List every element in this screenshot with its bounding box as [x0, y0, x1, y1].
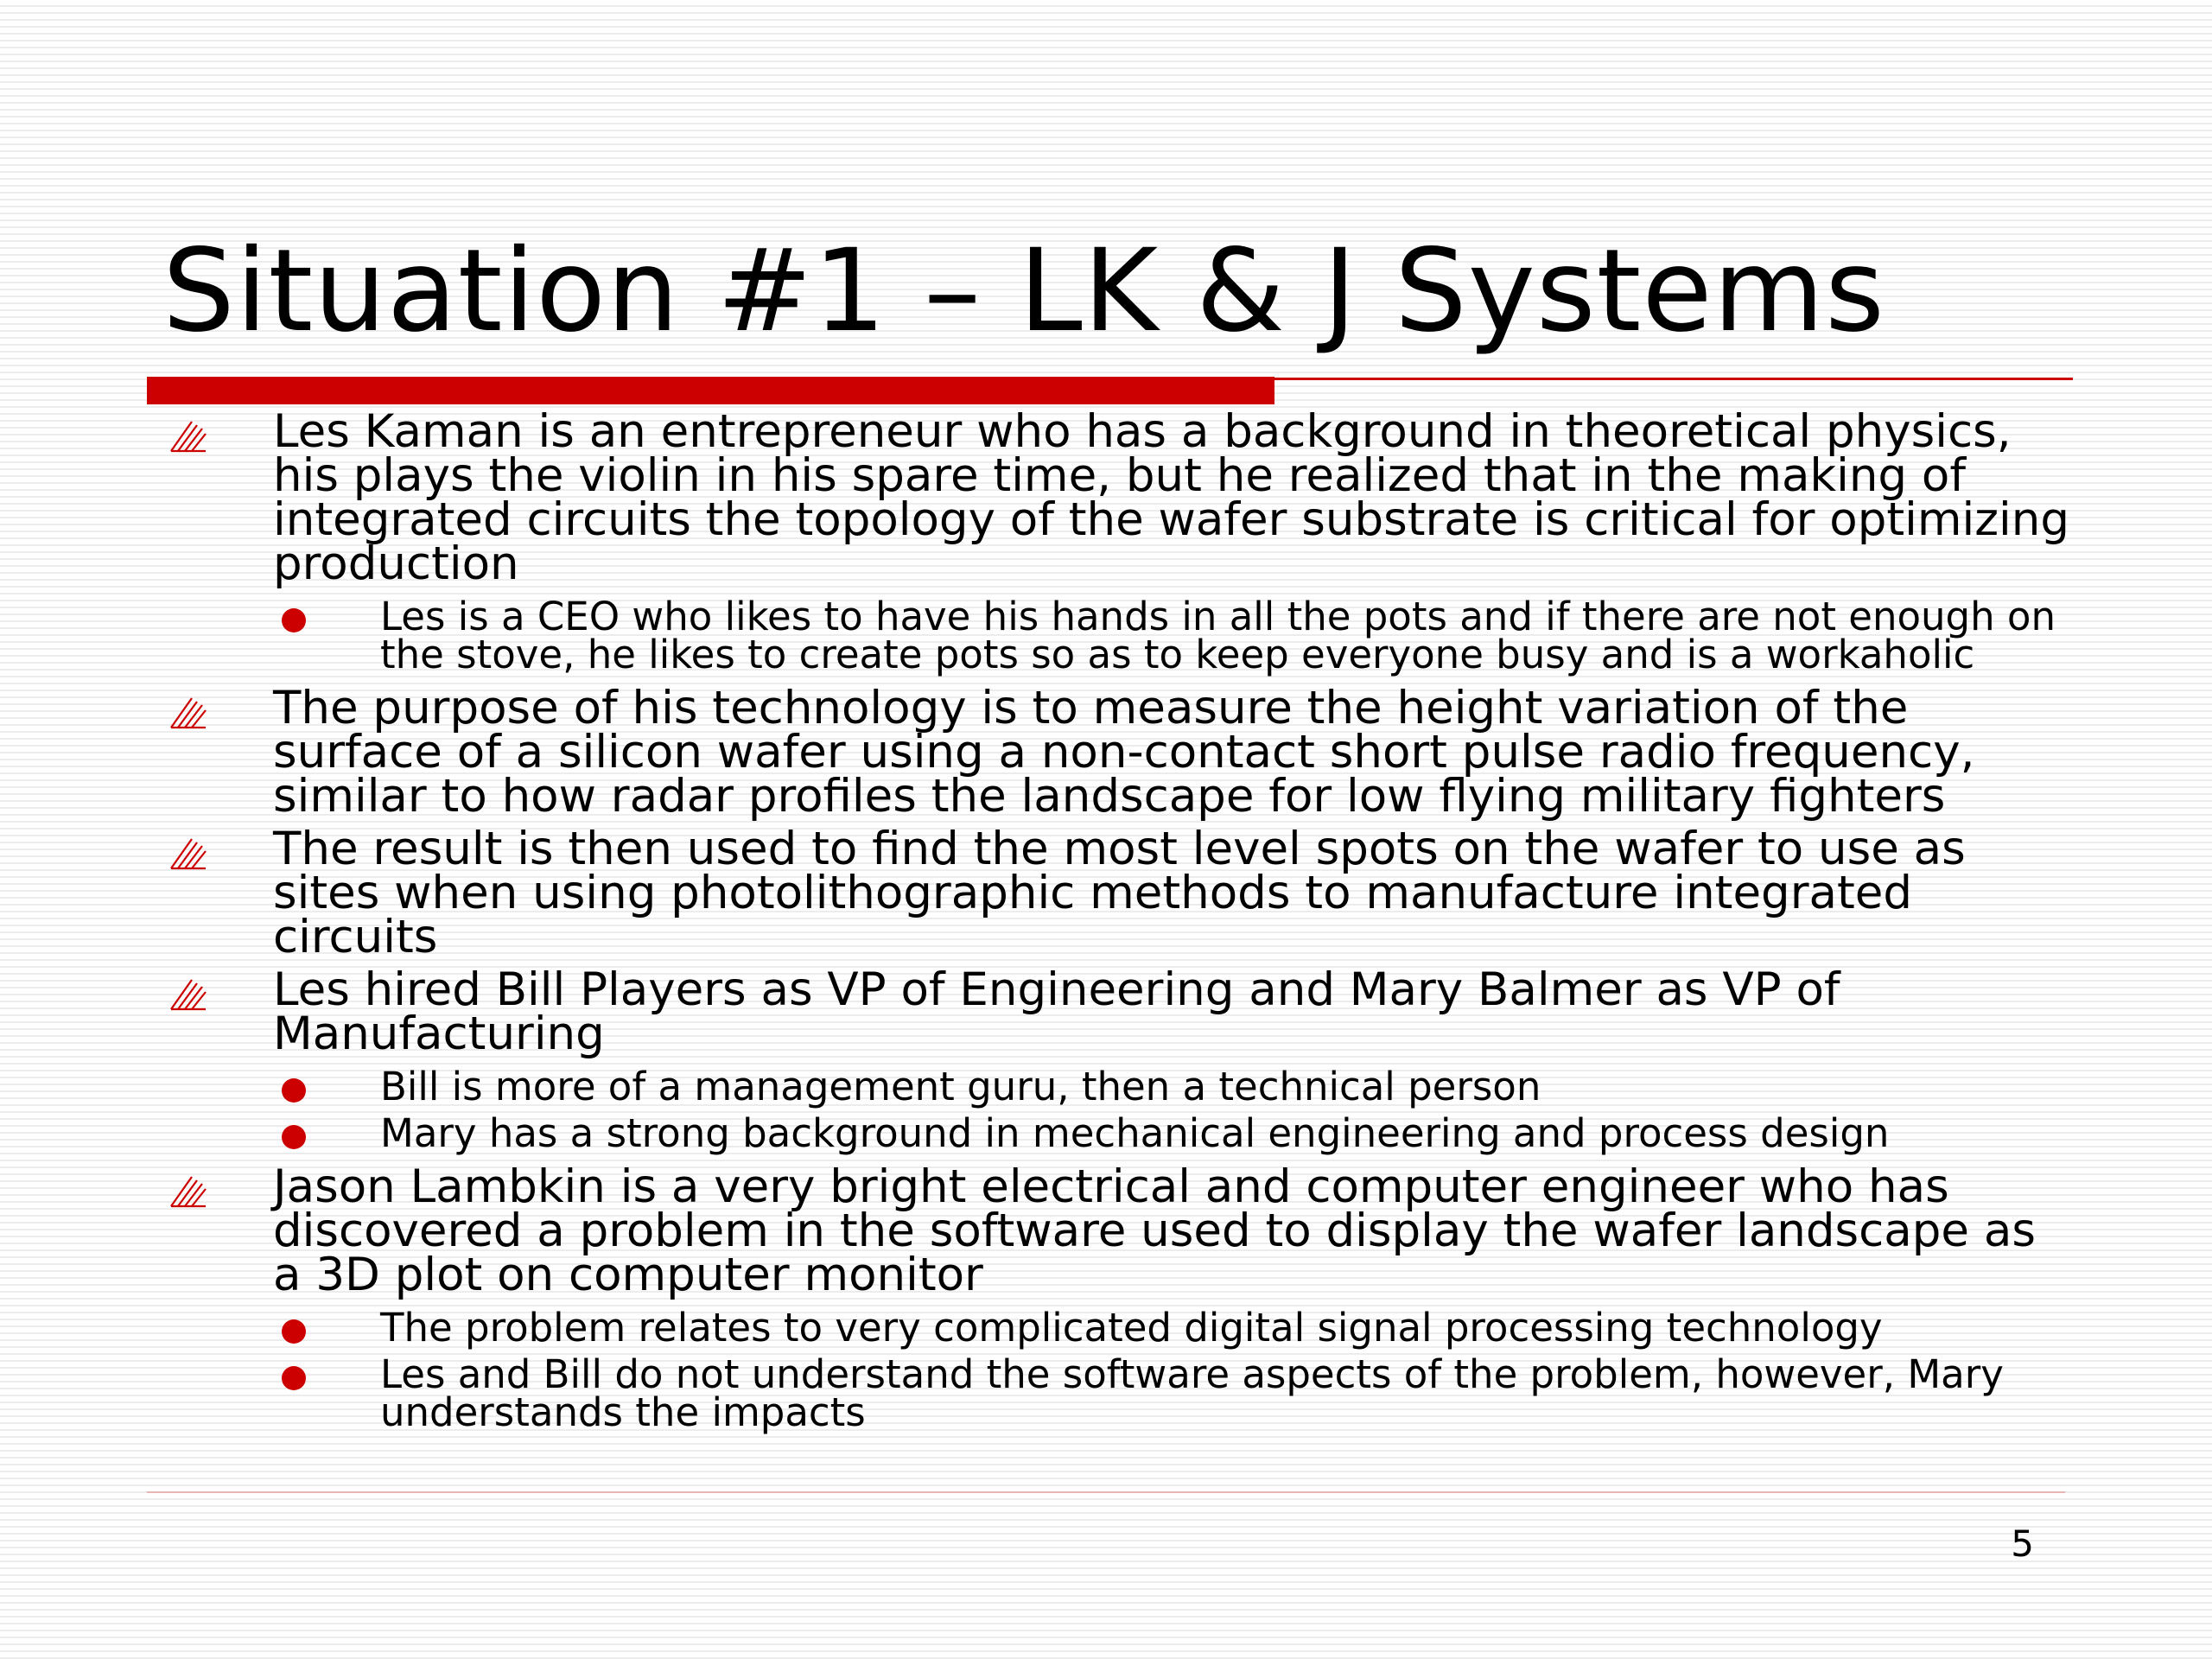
bullet-text: The purpose of his technology is to measure the height variation of the surface of a silicon wafer using a non-contact short pulse radio frequency, similar to how radar profiles the landscape for low flying military fighters: [273, 682, 1975, 823]
bullet-text: Les Kaman is an entrepreneur who has a background in theoretical physics, his plays the violin in his spare time, but he realized that in the making of integrated circuits the topology of the wafer substrate is critical for optimizing production: [273, 405, 2069, 590]
red-dot-icon: [282, 608, 306, 632]
hatched-slash-icon: [169, 1173, 207, 1208]
hatched-slash-icon: [169, 976, 207, 1011]
page-number: 5: [2011, 1522, 2034, 1565]
slide-title: Situation #1 – LK & J Systems: [162, 225, 1885, 358]
title-underline-thin: [1274, 378, 2073, 380]
sub-bullet-item: [162, 1305, 2072, 1351]
bullet-item: [162, 963, 2072, 1060]
sub-bullet-item: [162, 594, 2072, 677]
bullet-item: [162, 682, 2072, 823]
red-dot-icon: [282, 1366, 306, 1390]
sub-bullet-text: Bill is more of a management guru, then a technical person: [380, 1064, 1541, 1109]
sub-bullet-item: [162, 1351, 2072, 1435]
bullet-item: [162, 405, 2072, 590]
sub-bullet-text: Mary has a strong background in mechanical engineering and process design: [380, 1110, 1890, 1156]
sub-bullet-text: The problem relates to very complicated digital signal processing technology: [380, 1305, 1883, 1351]
sub-bullet-text: Les is a CEO who likes to have his hands in all the pots and if there are not enough on the stove, he likes to create pots so as to keep everyone busy and is a workaholic: [380, 594, 2056, 677]
bullet-list: [162, 405, 2072, 1435]
hatched-slash-icon: [169, 418, 207, 453]
footer-divider: [147, 1491, 2065, 1493]
sub-bullet-item: [162, 1064, 2072, 1109]
bullet-text: The result is then used to find the most level spots on the wafer to use as sites when using photolithographic methods to manufacture integrated circuits: [273, 823, 1966, 963]
red-dot-icon: [282, 1319, 306, 1344]
hatched-slash-icon: [169, 836, 207, 870]
hatched-slash-icon: [169, 695, 207, 729]
bullet-text: Jason Lambkin is a very bright electrical and computer engineer who has discovered a problem in the software used to display the wafer landscape as a 3D plot on computer monitor: [273, 1160, 2036, 1301]
bullet-item: [162, 1160, 2072, 1301]
red-dot-icon: [282, 1078, 306, 1103]
bullet-text: Les hired Bill Players as VP of Engineering and Mary Balmer as VP of Manufacturing: [273, 963, 1840, 1060]
red-dot-icon: [282, 1125, 306, 1149]
sub-bullet-item: [162, 1110, 2072, 1156]
bullet-item: [162, 823, 2072, 963]
title-underline-thick: [147, 377, 1274, 404]
sub-bullet-text: Les and Bill do not understand the software aspects of the problem, however, Mary understands the impacts: [380, 1351, 2004, 1435]
